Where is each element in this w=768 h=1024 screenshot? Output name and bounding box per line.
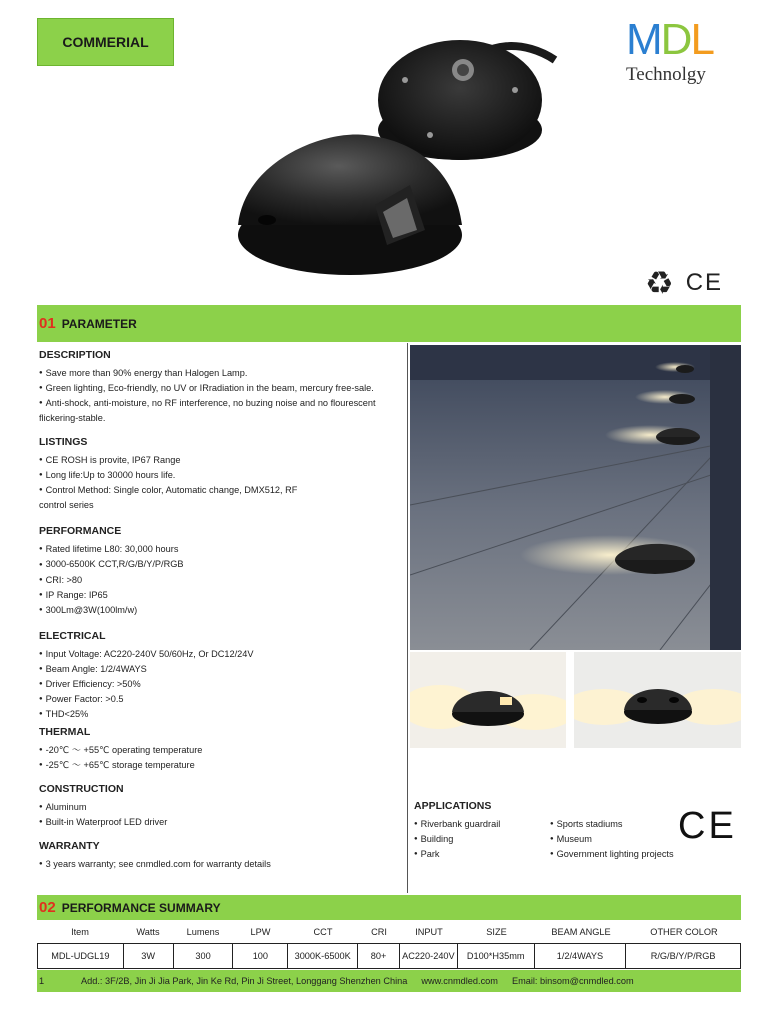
ce-mark: CE xyxy=(685,269,724,296)
logo-letter-l: L xyxy=(690,15,713,64)
section-parameter-band xyxy=(37,305,741,342)
performance-title: PERFORMANCE xyxy=(39,525,122,538)
table-header-cell: Lumens xyxy=(186,927,220,937)
table-row xyxy=(37,943,741,969)
section-number: 01 xyxy=(39,315,56,332)
description-item: ● Save more than 90% energy than Halogen Lamp. xyxy=(37,366,403,381)
description-section xyxy=(37,349,403,426)
table-cell: D100*H35mm xyxy=(458,944,535,968)
electrical-item: ● THD<25% xyxy=(37,707,403,722)
category-tag-label: COMMERIAL xyxy=(62,34,149,50)
listings-continuation: control series xyxy=(39,500,94,511)
application-item: ● Riverbank guardrail xyxy=(412,817,548,832)
product-photo xyxy=(225,20,565,290)
table-cell: 3000K-6500K xyxy=(288,944,358,968)
table-header-cell: SIZE xyxy=(486,927,507,937)
performance-section xyxy=(37,525,403,617)
table-header-cell: INPUT xyxy=(415,927,443,937)
parameter-column xyxy=(37,343,403,872)
description-item: ● Anti-shock, anti-moisture, no RF interference, no buzing noise and no flourescent flickering-stable. xyxy=(37,396,403,426)
column-divider xyxy=(407,343,408,893)
electrical-item: ● Power Factor: >0.5 xyxy=(37,692,403,707)
logo-letter-m: M xyxy=(626,15,661,64)
application-item: ● Museum xyxy=(548,832,718,847)
summary-table-header xyxy=(37,922,741,942)
application-item: ● Sports stadiums xyxy=(548,817,718,832)
listings-section xyxy=(37,436,403,513)
description-item: ● Green lighting, Eco-friendly, no UV or IRradiation in the beam, mercury free-sale. xyxy=(37,381,403,396)
warranty-section xyxy=(37,840,403,872)
company-logo xyxy=(626,15,744,92)
table-header-cell: Watts xyxy=(136,927,160,937)
ce-mark-large: CE xyxy=(678,805,737,847)
table-cell: AC220-240V xyxy=(400,944,458,968)
application-item: ● Park xyxy=(412,847,548,862)
thermal-item: ● -20℃ ～ +55℃ operating temperature xyxy=(37,743,403,758)
performance-item: ● 3000-6500K CCT,R/G/B/Y/P/RGB xyxy=(37,557,403,572)
warranty-title: WARRANTY xyxy=(39,840,100,853)
applications-title: APPLICATIONS xyxy=(414,800,492,812)
performance-item: ● IP Range: IP65 xyxy=(37,588,403,603)
construction-section xyxy=(37,783,403,830)
performance-item: ● 300Lm@3W(100lm/w) xyxy=(37,603,403,618)
installation-photo xyxy=(410,345,741,650)
logo-letters xyxy=(626,15,744,64)
section-title: PERFORMANCE SUMMARY xyxy=(61,900,221,915)
application-item: ● Building xyxy=(412,832,548,847)
warranty-item: ● 3 years warranty; see cnmdled.com for warranty details xyxy=(37,857,403,872)
table-cell: 1/2/4WAYS xyxy=(535,944,627,968)
page-footer xyxy=(37,970,741,992)
electrical-section xyxy=(37,630,403,722)
recycle-icon: ♻ xyxy=(645,265,674,301)
section-number: 02 xyxy=(39,899,56,916)
thermal-item: ● -25℃ ～ +65℃ storage temperature xyxy=(37,758,403,773)
table-cell: 300 xyxy=(174,944,234,968)
footer-email[interactable]: Email: binsom@cnmdled.com xyxy=(511,976,634,986)
table-header-cell: LPW xyxy=(250,927,271,937)
category-tag xyxy=(37,18,174,66)
table-header-cell: Item xyxy=(71,927,89,937)
product-lit-photo-2 xyxy=(574,652,741,748)
electrical-item: ● Input Voltage: AC220-240V 50/60Hz, Or DC12/24V xyxy=(37,647,403,662)
performance-item: ● CRI: >80 xyxy=(37,573,403,588)
electrical-item: ● Beam Angle: 1/2/4WAYS xyxy=(37,662,403,677)
table-cell: MDL-UDGL19 xyxy=(38,944,124,968)
performance-item: ● Rated lifetime L80: 30,000 hours xyxy=(37,542,403,557)
logo-letter-d: D xyxy=(660,15,691,64)
application-item: ● Government lighting projects xyxy=(548,847,718,862)
section-summary-band xyxy=(37,895,741,920)
table-cell: 100 xyxy=(233,944,288,968)
section-title: PARAMETER xyxy=(61,316,137,331)
thermal-title: THERMAL xyxy=(39,726,91,738)
table-cell: R/G/B/Y/P/RGB xyxy=(650,951,716,961)
footer-website[interactable]: www.cnmdled.com xyxy=(421,976,498,986)
listings-item: ● CE ROSH is provite, IP67 Range xyxy=(37,453,403,468)
table-header-cell: CRI xyxy=(371,927,387,937)
table-header-cell: OTHER COLOR xyxy=(650,927,718,937)
table-header-cell: BEAM ANGLE xyxy=(551,927,611,937)
description-title: DESCRIPTION xyxy=(39,349,111,361)
construction-item: ● Aluminum xyxy=(37,800,403,815)
footer-address: Add.: 3F/2B, Jin Ji Jia Park, Jin Ke Rd, Pin Ji Street, Longgang Shenzhen China xyxy=(81,976,408,986)
thermal-section xyxy=(37,726,403,773)
electrical-title: ELECTRICAL xyxy=(39,629,106,642)
table-cell: 80+ xyxy=(358,944,400,968)
construction-title: CONSTRUCTION xyxy=(39,783,124,796)
listings-item: ● Control Method: Single color, Automatic change, DMX512, RF xyxy=(37,483,403,498)
table-header-cell: CCT xyxy=(313,927,333,937)
construction-item: ● Built-in Waterproof LED driver xyxy=(37,815,403,830)
listings-title: LISTINGS xyxy=(39,436,88,449)
page-number: 1 xyxy=(39,976,45,986)
table-cell: 3W xyxy=(124,944,174,968)
logo-subtitle: Technolgy xyxy=(626,64,706,85)
certification-marks xyxy=(645,265,735,301)
product-lit-photo-1 xyxy=(410,652,566,748)
electrical-item: ● Driver Efficiency: >50% xyxy=(37,677,403,692)
listings-item: ● Long life:Up to 30000 hours life. xyxy=(37,468,403,483)
